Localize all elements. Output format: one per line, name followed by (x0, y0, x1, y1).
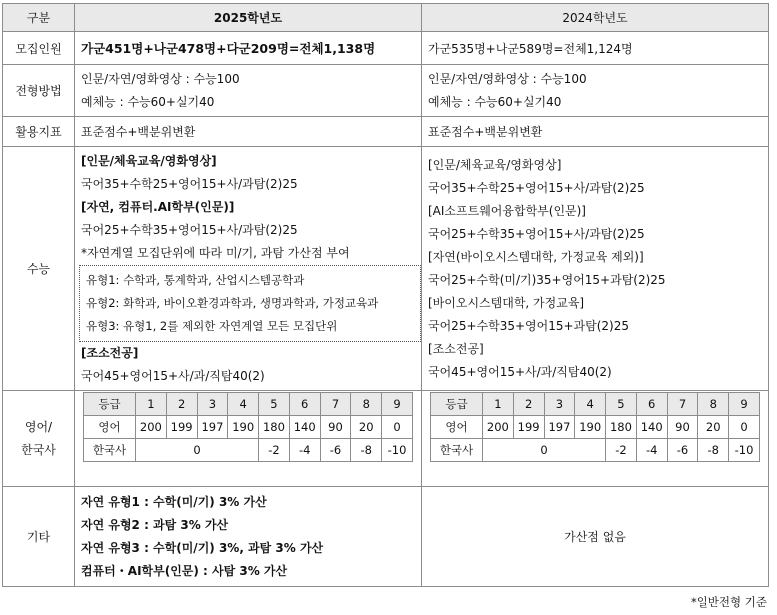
etc-2024: 가산점 없음 (422, 487, 769, 587)
csat-2024-line: [바이오시스템대학, 가정교육] (428, 295, 585, 310)
history-score: -6 (320, 439, 351, 462)
csat-2025-note: *자연계열 모집단위에 따라 미/기, 과탐 가산점 부여 (81, 245, 350, 260)
csat-2025-heading: [자연, 컴퓨터.AI학부(인문)] (81, 199, 235, 214)
english-label: 영어 (84, 416, 136, 439)
history-score-zero: 0 (136, 439, 259, 462)
admission-comparison-table (2, 3, 769, 587)
label-english-history (3, 391, 75, 487)
csat-2024-line: [인문/체육교육/영화영상] (428, 157, 562, 172)
footnote: *일반전형 기준 (690, 595, 767, 609)
index-2024: 표준점수+백분위변환 (422, 117, 769, 147)
english-score: 197 (544, 416, 575, 439)
grade-label: 등급 (84, 393, 136, 416)
grade-table-2024-cell (422, 391, 769, 487)
english-score: 190 (575, 416, 606, 439)
method-2025 (75, 65, 422, 117)
row-recruit (3, 32, 769, 65)
recruit-2025: 가군451명+나군478명+다군209명=전체1,138명 (75, 32, 422, 65)
label-history: 한국사 (21, 442, 56, 457)
csat-2024-line: [자연(바이오시스템대학, 가정교육 제외)] (428, 249, 644, 264)
index-2025: 표준점수+백분위변환 (75, 117, 422, 147)
header-category: 구분 (3, 4, 75, 32)
method-2024-line: 인문/자연/영화영상 : 수능100 (428, 71, 587, 86)
grade-table-2024 (430, 392, 760, 462)
grade-number: 9 (382, 393, 413, 416)
csat-2024-line: [조소전공] (428, 341, 484, 356)
english-score: 20 (698, 416, 729, 439)
english-score-row (431, 416, 760, 439)
csat-2024-line: 국어25+수학35+영어15+사/과탐(2)25 (428, 226, 645, 241)
label-method: 전형방법 (3, 65, 75, 117)
history-score-row (84, 439, 413, 462)
grade-number: 8 (698, 393, 729, 416)
etc-2025-line: 자연 유형1 : 수학(미/기) 3% 가산 (81, 494, 267, 509)
history-score-zero: 0 (483, 439, 606, 462)
csat-2025-type: 유형3: 유형1, 2를 제외한 자연계열 모든 모집단위 (86, 318, 338, 333)
english-score: 20 (351, 416, 382, 439)
english-score: 90 (667, 416, 698, 439)
header-2024: 2024학년도 (422, 4, 769, 32)
grade-label: 등급 (431, 393, 483, 416)
english-score: 180 (606, 416, 637, 439)
history-score-row (431, 439, 760, 462)
history-score: -6 (667, 439, 698, 462)
grade-table-2025-cell (75, 391, 422, 487)
csat-2024-line: [AI소프트웨어융합학부(인문)] (428, 203, 586, 218)
label-csat: 수능 (3, 147, 75, 391)
history-label: 한국사 (431, 439, 483, 462)
row-etc (3, 487, 769, 587)
csat-2024-line: 국어35+수학25+영어15+사/과탐(2)25 (428, 180, 645, 195)
recruit-2024: 가군535명+나군589명=전체1,124명 (422, 32, 769, 65)
etc-2025-line: 자연 유형3 : 수학(미/기) 3%, 과탐 3% 가산 (81, 540, 324, 555)
history-score: -10 (382, 439, 413, 462)
label-recruit: 모집인원 (3, 32, 75, 65)
csat-2025-heading: [인문/체육교육/영화영상] (81, 153, 217, 168)
csat-2025-type: 유형1: 수학과, 통계학과, 산업시스템공학과 (86, 272, 305, 287)
csat-2024-line: 국어25+수학35+영어15+과탐(2)25 (428, 318, 629, 333)
english-score: 190 (228, 416, 259, 439)
method-2024-line: 예체능 : 수능60+실기40 (428, 94, 562, 109)
english-score: 90 (320, 416, 351, 439)
csat-2025-formula: 국어25+수학35+영어15+사/과탐(2)25 (81, 222, 298, 237)
history-score: -8 (698, 439, 729, 462)
grade-table-2025 (83, 392, 413, 462)
csat-2025-type-box (79, 265, 421, 342)
english-score-row (84, 416, 413, 439)
grade-number: 1 (483, 393, 514, 416)
method-2025-line: 예체능 : 수능60+실기40 (81, 94, 215, 109)
grade-number: 5 (259, 393, 290, 416)
grade-row (84, 393, 413, 416)
row-index (3, 117, 769, 147)
history-score: -8 (351, 439, 382, 462)
csat-2025 (75, 147, 422, 391)
label-english: 영어/ (24, 419, 53, 434)
english-score: 200 (136, 416, 167, 439)
grade-number: 6 (636, 393, 667, 416)
grade-number: 6 (289, 393, 320, 416)
english-score: 197 (197, 416, 228, 439)
csat-2024-line: 국어25+수학(미/기)35+영어15+과탐(2)25 (428, 272, 666, 287)
grade-number: 4 (228, 393, 259, 416)
grade-number: 7 (320, 393, 351, 416)
grade-number: 4 (575, 393, 606, 416)
grade-number: 9 (729, 393, 760, 416)
grade-number: 3 (197, 393, 228, 416)
english-score: 0 (729, 416, 760, 439)
csat-2025-formula: 국어45+영어15+사/과/직탐40(2) (81, 368, 265, 383)
history-score: -4 (289, 439, 320, 462)
row-method (3, 65, 769, 117)
grade-number: 5 (606, 393, 637, 416)
grade-number: 2 (166, 393, 197, 416)
label-etc: 기타 (3, 487, 75, 587)
method-2025-line: 인문/자연/영화영상 : 수능100 (81, 71, 240, 86)
row-csat (3, 147, 769, 391)
history-score: -2 (259, 439, 290, 462)
csat-2025-formula: 국어35+수학25+영어15+사/과탐(2)25 (81, 176, 298, 191)
english-score: 140 (289, 416, 320, 439)
grade-number: 1 (136, 393, 167, 416)
row-english-history (3, 391, 769, 487)
history-score: -4 (636, 439, 667, 462)
csat-2024-line: 국어45+영어15+사/과/직탐40(2) (428, 364, 612, 379)
label-index: 활용지표 (3, 117, 75, 147)
csat-2025-type: 유형2: 화학과, 바이오환경과학과, 생명과학과, 가정교육과 (86, 295, 379, 310)
grade-number: 3 (544, 393, 575, 416)
english-score: 140 (636, 416, 667, 439)
method-2024 (422, 65, 769, 117)
english-score: 200 (483, 416, 514, 439)
csat-2024 (422, 147, 769, 391)
grade-number: 2 (513, 393, 544, 416)
english-label: 영어 (431, 416, 483, 439)
english-score: 199 (166, 416, 197, 439)
grade-row (431, 393, 760, 416)
etc-2025-line: 자연 유형2 : 과탐 3% 가산 (81, 517, 229, 532)
history-score: -10 (729, 439, 760, 462)
grade-number: 8 (351, 393, 382, 416)
etc-2025 (75, 487, 422, 587)
english-score: 0 (382, 416, 413, 439)
english-score: 199 (513, 416, 544, 439)
english-score: 180 (259, 416, 290, 439)
history-score: -2 (606, 439, 637, 462)
csat-2025-heading: [조소전공] (81, 345, 139, 360)
grade-number: 7 (667, 393, 698, 416)
etc-2025-line: 컴퓨터・AI학부(인문) : 사탐 3% 가산 (81, 563, 288, 578)
history-label: 한국사 (84, 439, 136, 462)
header-2025: 2025학년도 (75, 4, 422, 32)
